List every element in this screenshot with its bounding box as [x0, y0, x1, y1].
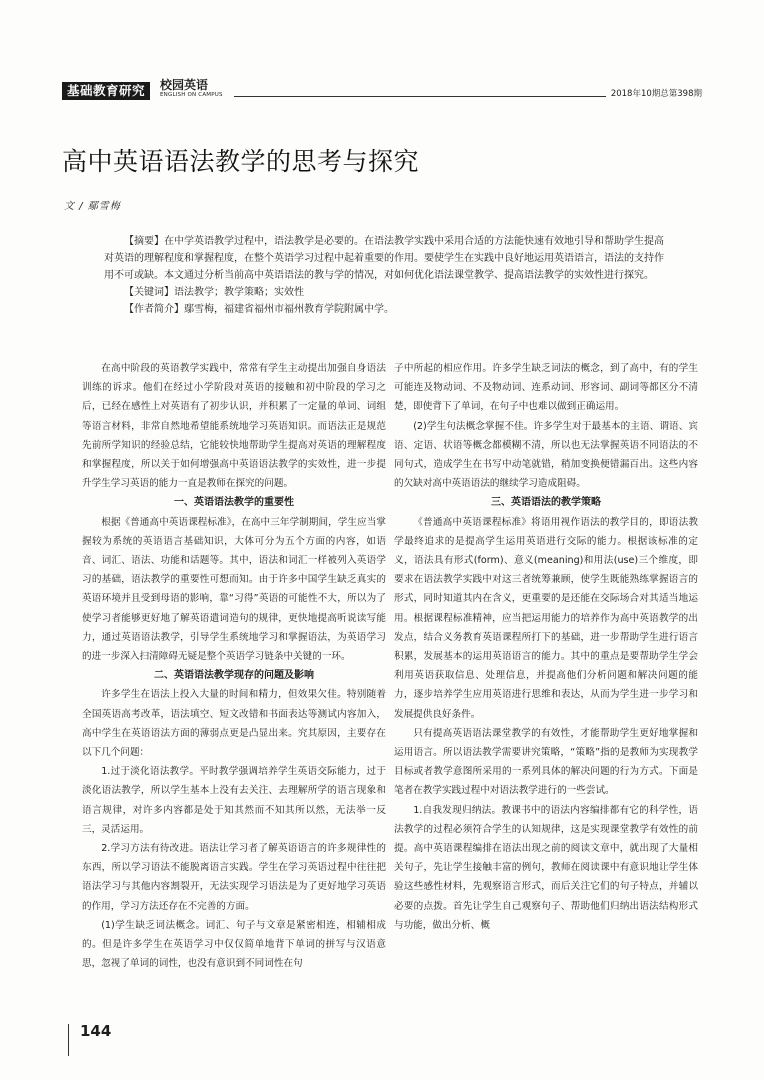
- issue-info: 2018年10期总第398期: [610, 89, 702, 99]
- body-paragraph: 1.自我发现归纳法。教课书中的语法内容编排都有它的科学性，语法教学的过程必须符合学生的认知规律，这是实现课堂教学有效性的前提。高中英语课程编排在语法出现之前的阅读文章中，就出现了大量相关句子，先让学生接触丰富的例句，教师在阅读课中有意识地让学生体验这些感性材料，先观察语言形式，而后关注它们的句子特点，并辅以必要的点拨。首先让学生自己观察句子、帮助他们归纳出语法结构形式与功能，做出分析、概: [394, 804, 698, 931]
- column-name-english: ENGLISH ON CAMPUS: [160, 92, 223, 98]
- column-name: 校园英语: [160, 78, 209, 92]
- body-paragraph: 在高中阶段的英语教学实践中，常常有学生主动提出加强自身语法训练的诉求。他们在经过小学阶段对英语的接触和初中阶段的学习之后，已经在感性上对英语有了初步认识，并积累了一定量的单词、词组等语言材料，非常自然地希望能系统地学习英语知识。而语法正是规范先前所学知识的经验总结，它能较快地帮助学生提高对英语的理解程度和掌握程度，所以关于如何增强高中英语语法教学的实效性，进一步提升学生学习英语的能力一直是教师在探究的问题。: [82, 363, 386, 490]
- body-paragraph: 2.学习方法有待改进。语法让学习者了解英语语言的许多规律性的东西，所以学习语法不能脱离语言实践。学生在学习英语过程中往往把语法学习与其他内容割裂开，无法实现学习语法是为了更好地学习英语的作用，学习方法还存在不完善的方面。: [82, 843, 386, 912]
- body-column-right: [394, 359, 698, 935]
- body-paragraph: (1)学生缺乏词法概念。词汇、句子与文章是紧密相连，相辅相成的。但是许多学生在英语学习中仅仅简单地背下单词的拼写与汉语意思，忽视了单词的词性，也没有意识到不同词性在句: [82, 919, 386, 970]
- section-heading: 三、英语语法的教学策略: [491, 497, 601, 509]
- body-column-left: [82, 359, 386, 974]
- body-paragraph: (2)学生句法概念掌握不佳。许多学生对于最基本的主语、谓语、宾语、定语、状语等概念都模糊不清，所以也无法掌握英语不同语法的不同句式，造成学生在书写中动笔就错，稍加变换便错漏百出。这些内容的欠缺对高中英语语法的继续学习造成阻碍。: [394, 420, 698, 490]
- author-line: 文 / 鄢雪梅: [64, 201, 121, 212]
- section-heading: 一、英语语法教学的重要性: [174, 497, 294, 509]
- abstract-block: [104, 233, 672, 318]
- article-title: 高中英语语法教学的思考与探究: [62, 147, 420, 176]
- body-paragraph: 根据《普通高中英语课程标准》，在高中三年学制期间，学生应当掌握较为系统的英语语言基础知识，大体可分为五个方面的内容，如语音、词汇、语法、功能和话题等。其中，语法和词汇一样被列入英语学习的基础，语法教学的重要性可想而知。由于许多中国学生缺乏真实的英语环境并且受到母语的影响，靠“习得”英语的可能性不大，所以为了使学习者能够更好地了解英语遣词造句的规律，更快地提高听说读写能力，通过英语语法教学，引导学生系统地学习和掌握语法，为英语学习的进一步深入扫清障碍无疑是整个英语学习链条中关键的一环。: [82, 516, 386, 663]
- page-number: 144: [80, 1022, 112, 1040]
- page-number-bar: [68, 1024, 69, 1056]
- header-rule: [234, 96, 606, 97]
- body-paragraph: 1.过于淡化语法教学。平时教学强调培养学生英语交际能力，过于淡化语法教学，所以学生基本上没有去关注、去理解所学的语言现象和语言规律，对许多内容都是处于知其然而不知其所以然，无法举一反三，灵活运用。: [82, 766, 386, 835]
- section-heading: 二、英语语法教学现存的问题及影响: [154, 670, 314, 682]
- body-paragraph: 只有提高英语语法课堂教学的有效性，才能帮助学生更好地掌握和运用语言。所以语法教学需要讲究策略，“策略”指的是教师为实现教学目标或者教学意图所采用的一系列具体的解决问题的行为方式。下面是笔者在教学实践过程中对语法教学进行的一些尝试。: [394, 727, 698, 797]
- abstract-keywords: 【关键词】语法教学；教学策略；实效性: [124, 287, 304, 298]
- running-header: [62, 78, 702, 104]
- abstract-author-bio: 【作者简介】鄢雪梅，福建省福州市福州教育学院附属中学。: [124, 304, 394, 315]
- body-paragraph: 许多学生在语法上投入大量的时间和精力，但效果欠佳。特别随着全国英语高考改革，语法填空、短文改错和书面表达等测试内容加入，高中学生在英语语法方面的薄弱点更是凸显出来。究其原因，主要存在以下几个问题：: [82, 689, 386, 759]
- section-badge: 基础教育研究: [62, 82, 150, 100]
- body-paragraph: 《普通高中英语课程标准》将语用视作语法的教学目的，即语法教学最终追求的是提高学生运用英语进行交际的能力。根据该标准的定义，语法具有形式(form)、意义(meaning)和用法(use)三个维度，即要求在语法教学实践中对这三者统筹兼顾，使学生既能熟练掌握语言的形式，同时知道其内在含义，更重要的是还能在交际场合对其适当地运用。根据课程标准精神，应当把运用能力的培养作为高中英语教学的出发点，结合义务教育英语课程所打下的基础，进一步帮助学生进行语言积累，发展基本的运用英语语言的能力。其中的重点是要帮助学生学会利用英语获取信息、处理信息，并提高他们分析问题和解决问题的能力，逐步培养学生应用英语进行思维和表达，从而为学生进一步学习和发展提供良好条件。: [394, 516, 698, 720]
- body-paragraph: 子中所起的相应作用。许多学生缺乏词法的概念，到了高中，有的学生可能连及物动词、不及物动词、连系动词、形容词、副词等都区分不清楚，即使背下了单词，在句子中也难以做到正确运用。: [394, 363, 698, 413]
- abstract-summary: 【摘要】在中学英语教学过程中，语法教学是必要的。在语法教学实践中采用合适的方法能快速有效地引导和帮助学生提高对英语的理解程度和掌握程度，在整个英语学习过程中起着重要的作用。要使学生在实践中良好地运用英语语言，语法的支持作用不可或缺。本文通过分析当前高中英语语法的教与学的情况，对如何优化语法课堂教学、提高语法教学的实效性进行探究。: [104, 236, 664, 281]
